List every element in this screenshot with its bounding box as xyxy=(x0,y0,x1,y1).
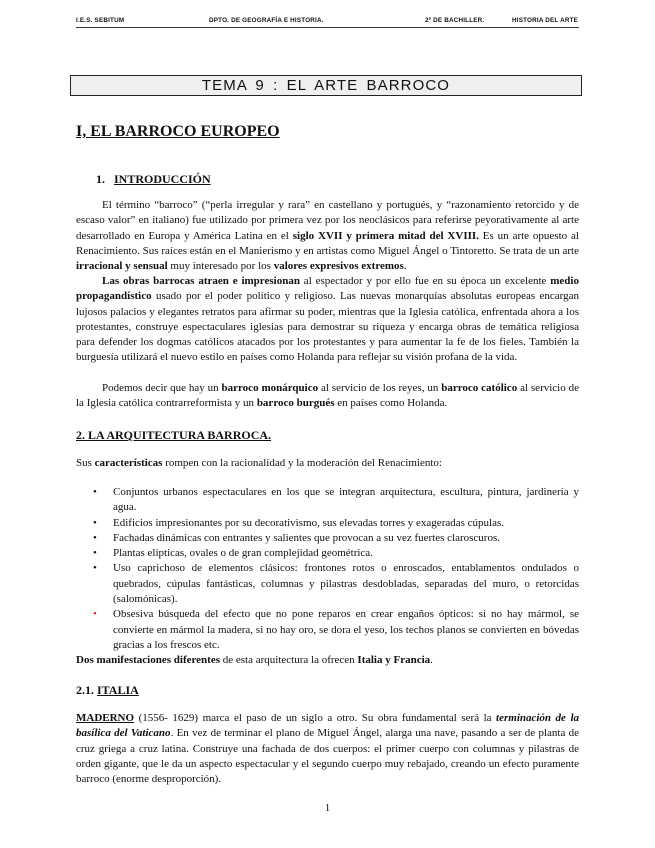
architecture-heading: 2. LA ARQUITECTURA BARROCA. xyxy=(76,428,272,442)
section-heading: I, EL BARROCO EUROPEO xyxy=(76,123,280,140)
intro-heading xyxy=(96,172,211,187)
intro-heading-label: INTRODUCCIÓN xyxy=(114,172,211,186)
header-rule xyxy=(76,27,579,28)
list-item: • Edificios impresionantes por su decorativismo, sus elevadas torres y exageradas cúpulas. xyxy=(76,516,579,531)
page-title: TEMA 9 : EL ARTE BARROCO xyxy=(70,75,582,96)
maderno-name: MADERNO xyxy=(76,712,135,724)
characteristics-list xyxy=(76,485,579,653)
architecture-lead: Sus características rompen con la racionalidad y la moderación del Renacimiento: xyxy=(76,457,442,469)
list-item: • Fachadas dinámicas con entrantes y salientes que provocan a su vez fuertes claroscuros. xyxy=(76,531,579,546)
italy-heading: 2.1. ITALIA xyxy=(76,683,139,697)
header-school: I.E.S. SEBITUM xyxy=(76,17,125,24)
intro-heading-number: 1. xyxy=(96,172,105,186)
bullet-icon: • xyxy=(93,531,97,544)
header-course: 2º DE BACHILLER. xyxy=(425,17,485,24)
intro-paragraph-2: Las obras barrocas atraen e impresionan al espectador y por ello fue en su época un excelente medio propagandístico usado por el poder político y religioso. Las nuevas monarquías absolutas europeas encargan lujosos palacios y elegantes retratos para afirmar su poder, mientras que la Iglesia católica, enfrentada ahora a los protestantes, construye espectaculares iglesias para demostrar su riqueza y encarga obras de temática religiosa para defender los dogmas católicos atacados por los protestantes y para aumentar la fe de los fieles. También la burguesía utilizará el nuevo estilo en países como Holanda para reflejar su visión profana de la vida. xyxy=(76,275,579,364)
bullet-icon: • xyxy=(93,562,97,575)
manifestations-paragraph: Dos manifestaciones diferentes de esta arquitectura la ofrecen Italia y Francia. xyxy=(76,654,433,666)
bullet-icon: • xyxy=(93,516,97,529)
list-item: • Conjuntos urbanos espectaculares en los que se integran arquitectura, escultura, pintura, jardinería y agua. xyxy=(93,486,579,514)
list-item: • Plantas elípticas, ovales o de gran complejidad geométrica. xyxy=(76,546,579,561)
intro-paragraph-1: El término “barroco” (“perla irregular y rara” en castellano y portugués, y “razonamiento retorcido y de escaso valor” en italiano) fue utilizado por primera vez por los neoclásicos para referirse peyorativamente al arte desarrollado en Europa y América Latina en el siglo XVII y primera mitad del XVIII. Es un arte opuesto al Renacimiento. Sus raíces están en el Manierismo y en artistas como Miguel Ángel o Tintoretto. Se trata de un arte irracional y sensual muy interesado por los valores expresivos extremos. xyxy=(76,199,579,273)
intro-paragraph-3: Podemos decir que hay un barroco monárquico al servicio de los reyes, un barroco católico al servicio de la Iglesia católica contrarreformista y un barroco burgués en países como Holanda. xyxy=(76,382,579,410)
maderno-paragraph: MADERNO (1556- 1629) marca el paso de un siglo a otro. Su obra fundamental será la terminación de la basílica del Vaticano. En vez de terminar el plano de Miguel Ángel, alarga una nave, pasando a ser de planta de cruz griega a cruz latina. Construye una fachada de dos cuerpos: el primer cuerpo con columnas y pilastras de orden gigante, que le da un aspecto espectacular y el segundo cuerpo muy rebajado, creando un efecto puramente barroco (enorme desproporción). xyxy=(76,712,580,786)
page-number: 1 xyxy=(324,802,331,814)
red-bullet-icon: • xyxy=(93,608,97,621)
header-department: DPTO. DE GEOGRAFÍA E HISTORIA. xyxy=(209,17,324,24)
header-subject: HISTORIA DEL ARTE xyxy=(512,17,579,24)
list-item: • Obsesiva búsqueda del efecto que no pone reparos en crear engaños ópticos: si no hay mármol, se convierte en mármol la madera, si no hay oro, se dora el yeso, los techos planos se convierten en bóvedas gracias a los frescos etc. xyxy=(93,608,579,651)
list-item: • Uso caprichoso de elementos clásicos: frontones rotos o enroscados, entablamentos ondulados o quebrados, cúpulas fantásticas, columnas y pilastras desdobladas, separadas del muro, o retorcidas (salomónicas). xyxy=(93,562,579,606)
bullet-icon: • xyxy=(93,486,97,498)
bullet-icon: • xyxy=(93,547,97,560)
